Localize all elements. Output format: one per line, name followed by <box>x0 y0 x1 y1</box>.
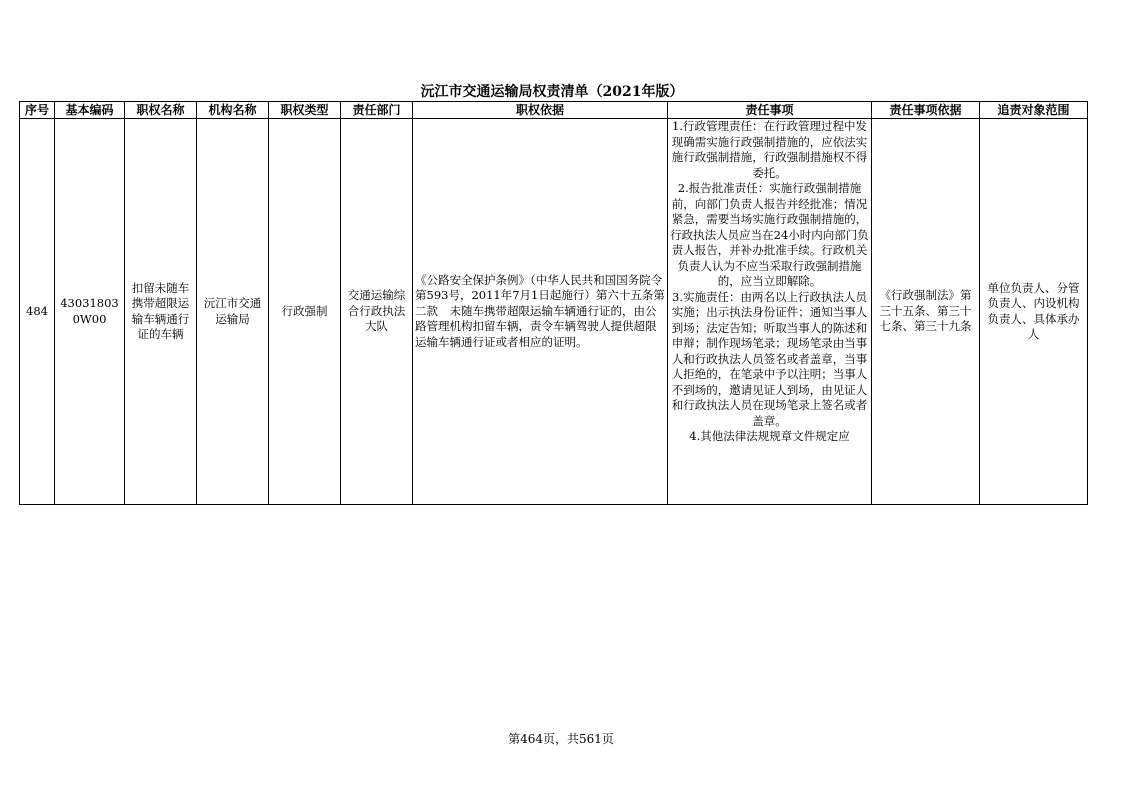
cell-power-type: 行政强制 <box>269 119 341 505</box>
cell-org-name: 沅江市交通运输局 <box>197 119 269 505</box>
duty-item: 1.行政管理责任：在行政管理过程中发现确需实施行政强制措施的，应依法实施行政强制措施，行政强制措施权不得委托。 <box>671 119 868 180</box>
table-row <box>20 119 1088 505</box>
header-seq: 序号 <box>20 102 55 119</box>
header-basis: 职权依据 <box>413 102 668 119</box>
header-power-name: 职权名称 <box>125 102 197 119</box>
header-org-name: 机构名称 <box>197 102 269 119</box>
duty-item: 2.报告批准责任：实施行政强制措施前，向部门负责人报告并经批准；情况紧急，需要当场实施行政强制措施的，行政执法人员应当在24小时内向部门负责人报告，并补办批准手续。行政机关负责人认为不应当采取行政强制措施的，应当立即解除。 <box>670 181 869 288</box>
power-list-table <box>19 101 1088 505</box>
header-duty-basis: 责任事项依据 <box>872 102 980 119</box>
page-title: 沅江市交通运输局权责清单（2021年版） <box>420 84 684 100</box>
header-accountable: 追责对象范围 <box>980 102 1088 119</box>
page-footer: 第464页，共561页 <box>508 732 614 746</box>
cell-seq: 484 <box>20 119 55 505</box>
cell-basis: 《公路安全保护条例》（中华人民共和国国务院令第593号，2011年7月1日起施行）第六十五条第二款 未随车携带超限运输车辆通行证的，由公路管理机构扣留车辆，责令车辆驾驶人提供超限运输车辆通行证或者相应的证明。 <box>413 119 668 505</box>
cell-duty-basis: 《行政强制法》第三十五条、第三十七条、第三十九条 <box>872 119 980 505</box>
header-code: 基本编码 <box>55 102 125 119</box>
cell-accountable: 单位负责人、分管负责人、内设机构负责人、具体承办人 <box>980 119 1088 505</box>
header-dept: 责任部门 <box>341 102 413 119</box>
cell-duties <box>668 119 872 505</box>
header-power-type: 职权类型 <box>269 102 341 119</box>
cell-power-name: 扣留未随车携带超限运输车辆通行证的车辆 <box>125 119 197 505</box>
cell-code: 430318030W00 <box>55 119 125 505</box>
header-duties: 责任事项 <box>668 102 872 119</box>
cell-dept: 交通运输综合行政执法大队 <box>341 119 413 505</box>
header-row <box>20 102 1088 119</box>
duty-item: 3.实施责任：由两名以上行政执法人员实施；出示执法身份证件；通知当事人到场；法定告知；听取当事人的陈述和申辩；制作现场笔录；现场笔录由当事人和行政执法人员签名或者盖章，当事人拒绝的，在笔录中予以注明；当事人不到场的，邀请见证人到场，由见证人和行政执法人员在现场笔录上签名或者盖章。 <box>671 289 868 428</box>
duty-item: 4.其他法律法规规章文件规定应 <box>689 429 850 443</box>
